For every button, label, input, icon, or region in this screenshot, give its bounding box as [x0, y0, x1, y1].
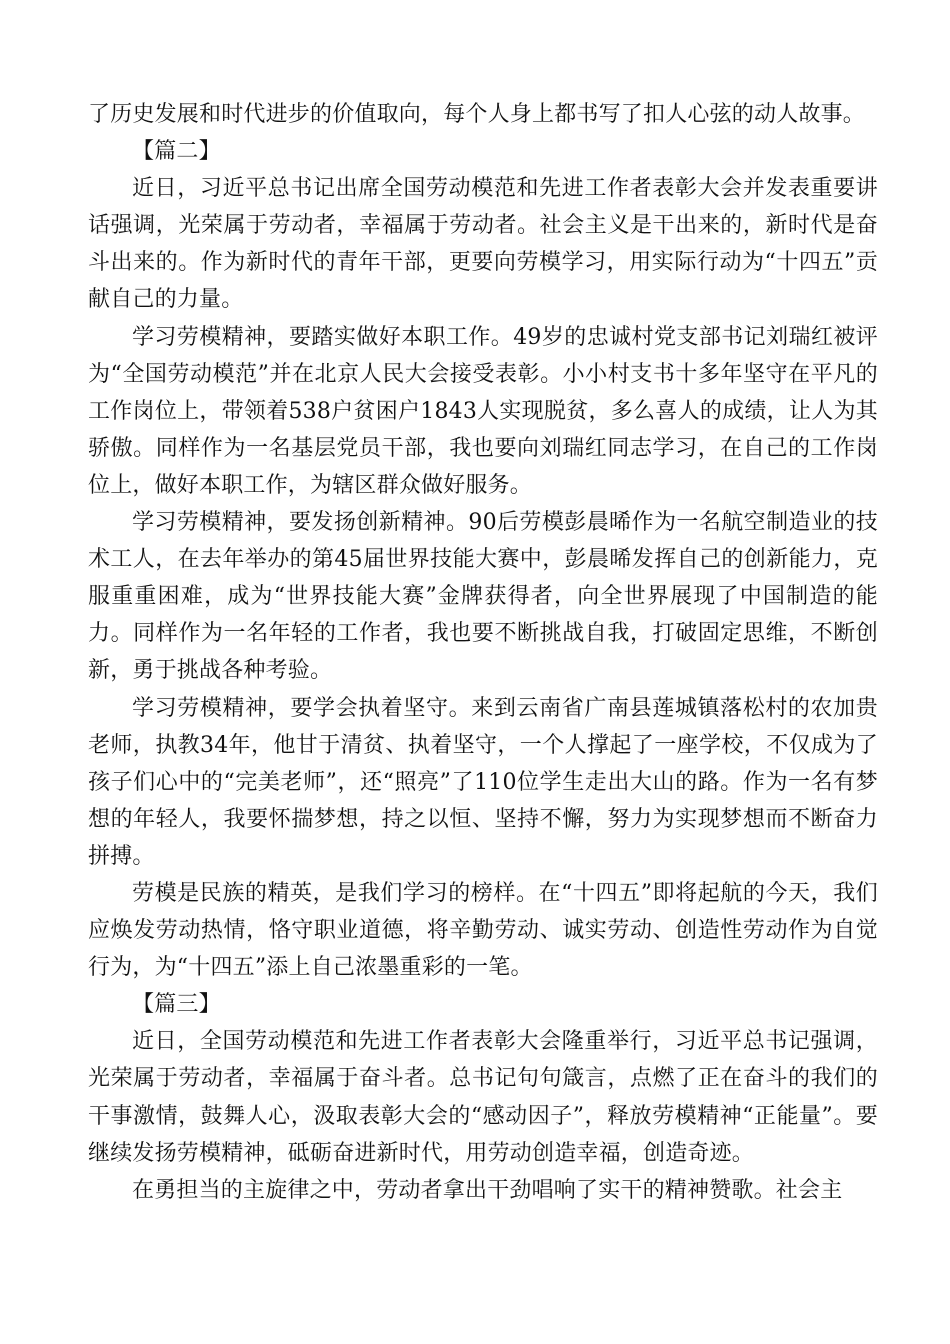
paragraph-continuation: 了历史发展和时代进步的价值取向，每个人身上都书写了扣人心弦的动人故事。 [88, 102, 866, 127]
section-heading-part-two: 【篇二】 [132, 139, 221, 165]
paragraph: 学习劳模精神，要发扬创新精神。90后劳模彭晨晞作为一名航空制造业的技术工人，在去年举办的第45届世界技能大赛中，彭晨晞发挥自己的创新能力，克服重重困难，成为“世界技能大赛”金牌获得者，向全世界展现了中国制造的能力。同样作为一名年轻的工作者，我也要不断挑战自我，打破固定思维，不断创新，勇于挑战各种考验。 [88, 510, 878, 684]
document-body [88, 96, 878, 1209]
paragraph: 近日，全国劳动模范和先进工作者表彰大会隆重举行，习近平总书记强调，光荣属于劳动者，幸福属于奋斗者。总书记句句箴言，点燃了正在奋斗的我们的干事激情，鼓舞人心，汲取表彰大会的“感动因子”，释放劳模精神“正能量”。要继续发扬劳模精神，砥砺奋进新时代，用劳动创造幸福，创造奇迹。 [88, 1029, 878, 1166]
paragraph: 学习劳模精神，要学会执着坚守。来到云南省广南县莲城镇落松村的农加贵老师，执教34年，他甘于清贫、执着坚守，一个人撑起了一座学校，不仅成为了孩子们心中的“完美老师”，还“照亮”了110位学生走出大山的路。作为一名有梦想的年轻人，我要怀揣梦想，持之以恒、坚持不懈，努力为实现梦想而不断奋力拼搏。 [88, 695, 878, 869]
paragraph: 劳模是民族的精英，是我们学习的榜样。在“十四五”即将起航的今天，我们应焕发劳动热情，恪守职业道德，将辛勤劳动、诚实劳动、创造性劳动作为自觉行为，为“十四五”添上自己浓墨重彩的一笔。 [88, 880, 878, 981]
paragraph: 近日，习近平总书记出席全国劳动模范和先进工作者表彰大会并发表重要讲话强调，光荣属于劳动者，幸福属于劳动者。社会主义是干出来的，新时代是奋斗出来的。作为新时代的青年干部，更要向劳模学习，用实际行动为“十四五”贡献自己的力量。 [88, 176, 878, 313]
paragraph: 学习劳模精神，要踏实做好本职工作。49岁的忠诚村党支部书记刘瑞红被评为“全国劳动模范”并在北京人民大会接受表彰。小小村支书十多年坚守在平凡的工作岗位上，带领着538户贫困户1843人实现脱贫，多么喜人的成绩，让人为其骄傲。同样作为一名基层党员干部，我也要向刘瑞红同志学习，在自己的工作岗位上，做好本职工作，为辖区群众做好服务。 [88, 324, 878, 498]
section-heading-part-three: 【篇三】 [132, 992, 221, 1018]
paragraph: 在勇担当的主旋律之中，劳动者拿出干劲唱响了实干的精神赞歌。社会主 [132, 1177, 843, 1203]
